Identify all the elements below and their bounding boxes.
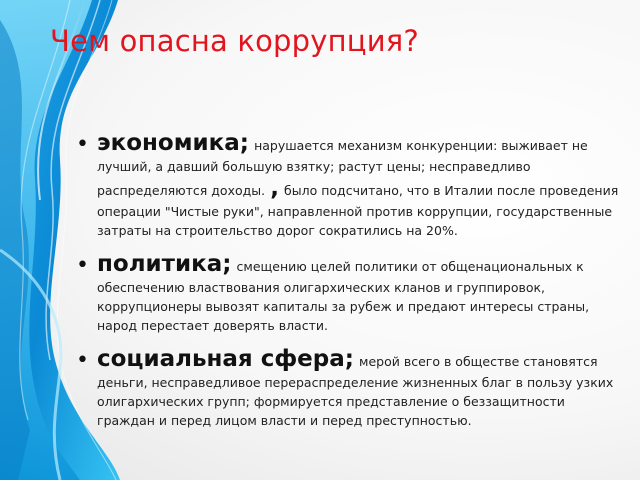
item-term: социальная сфера; — [97, 346, 354, 372]
item-term: экономика; — [97, 130, 249, 156]
item-term: политика; — [97, 251, 232, 277]
list-item-politics — [76, 251, 624, 334]
item-description: нарушается механизм конкуренции: выживает не лучший, а давший большую взятку; растут цены; несправедливо распределяются доходы. — [97, 138, 588, 198]
slide-title: Чем опасна коррупция? — [50, 24, 420, 58]
bullet-marker: • — [76, 132, 89, 157]
list-item-social — [76, 346, 624, 429]
item-description: мерой всего в обществе становятся деньги, несправедливое перераспределение жизненных благ в пользу узких олигархических групп; формируется представление о беззащитности граждан и перед лицом власти и перед преступностью. — [97, 354, 614, 428]
list-item-economy — [76, 130, 624, 239]
item-description: смещению целей политики от общенациональных к обеспечению властвования олигархических кланов и группировок, коррупционеры вывозят капиталы за рубеж и предают интересы страны, народ перестает доверять власти. — [97, 259, 590, 333]
item-separator: , — [270, 175, 279, 201]
bullet-list — [76, 130, 624, 441]
bullet-marker: • — [76, 253, 89, 278]
bullet-marker: • — [76, 348, 89, 373]
item-description-extra: было подсчитано, что в Италии после проведения операции "Чистые руки", направленной против коррупции, государственные затраты на строительство дорог сократились на 20%. — [97, 183, 619, 238]
